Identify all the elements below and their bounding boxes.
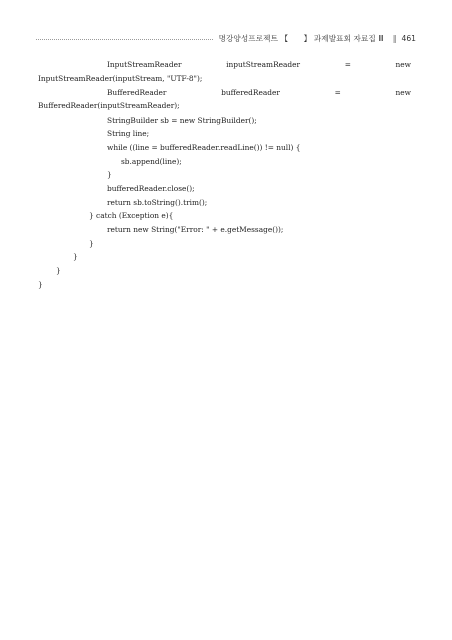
code-token: BufferedReader [107,88,167,97]
code-token: bufferedReader [221,88,280,97]
header-separator: ‖ [392,33,397,43]
code-token: new [395,88,411,97]
code-line-3 [107,88,411,98]
code-line-13: return new String("Error: " + e.getMessage()); [107,225,284,234]
code-line-8: sb.append(line); [121,157,182,166]
code-line-16: } [56,266,61,275]
code-token: = [344,60,351,69]
code-line-6: String line; [107,129,150,138]
code-line-7: while ((line = bufferedReader.readLine()) != null) { [107,143,301,152]
code-token: = [334,88,341,97]
code-line-14: } [89,239,94,248]
code-line-9: } [107,170,112,179]
code-line-10: bufferedReader.close(); [107,184,195,193]
code-line-1 [107,60,411,70]
header-dotted-rule [36,39,213,40]
code-token: InputStreamReader [107,60,182,69]
code-token: inputStreamReader [226,60,301,69]
code-line-11: return sb.toString().trim(); [107,198,208,207]
code-line-15: } [73,252,78,261]
code-line-2: InputStreamReader(inputStream, "UTF-8"); [38,74,203,83]
page-number: 461 [401,33,416,43]
code-line-5: StringBuilder sb = new StringBuilder(); [107,116,257,125]
code-line-4: BufferedReader(inputStreamReader); [38,101,180,110]
code-line-12: } catch (Exception e){ [89,211,174,220]
code-line-17: } [38,280,43,289]
page-header [36,31,416,45]
code-token: new [395,60,411,69]
header-title: 명강양성프로젝트 【 】 과제발표회 자료집 Ⅲ [218,33,384,43]
